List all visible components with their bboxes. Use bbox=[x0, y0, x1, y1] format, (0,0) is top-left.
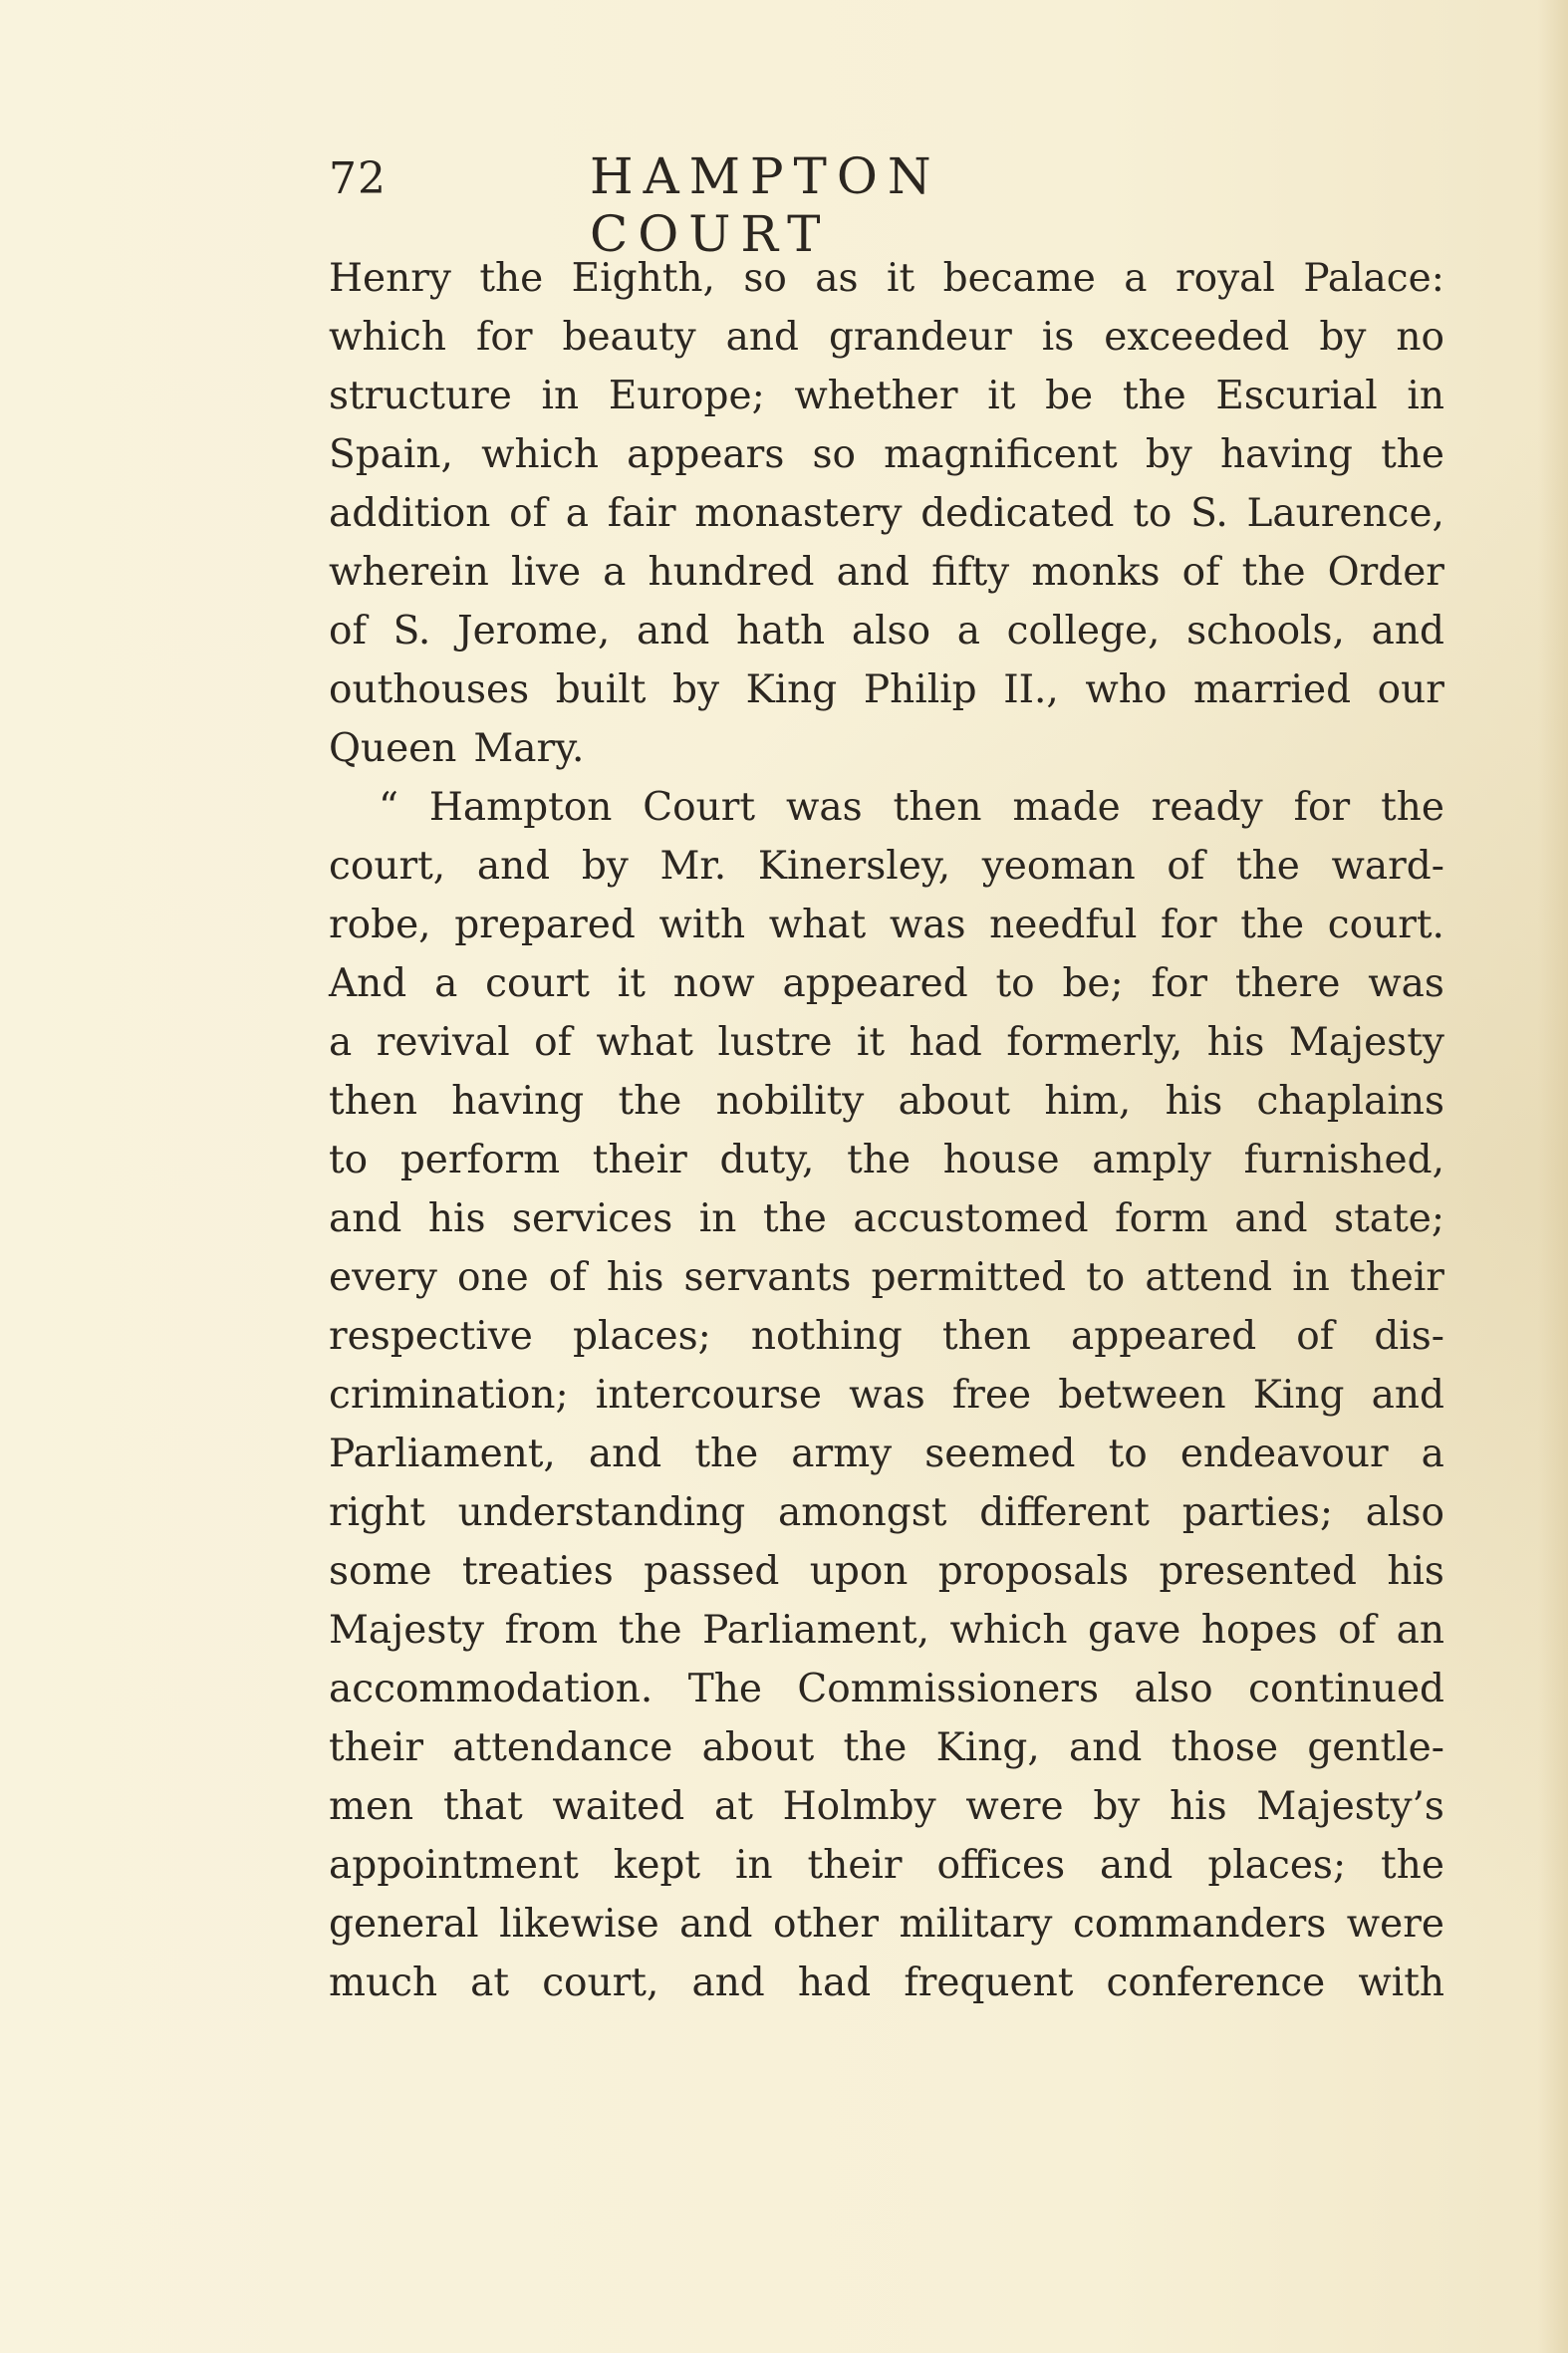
word: Court bbox=[643, 785, 756, 830]
word: magnificent bbox=[884, 432, 1118, 477]
word: needful bbox=[989, 903, 1138, 947]
word: and bbox=[679, 1902, 753, 1947]
word: dedicated bbox=[920, 491, 1115, 536]
text-line bbox=[329, 1895, 1444, 1954]
word: made bbox=[1012, 785, 1121, 830]
text-line bbox=[329, 543, 1444, 602]
word: be; bbox=[1062, 961, 1124, 1006]
running-title: HAMPTON COURT bbox=[590, 147, 941, 263]
word: hath bbox=[735, 609, 826, 654]
word: a bbox=[956, 609, 980, 654]
word: by bbox=[671, 667, 719, 712]
word: which bbox=[949, 1608, 1068, 1653]
word: built bbox=[555, 667, 647, 712]
word: formerly, bbox=[1006, 1020, 1183, 1065]
word: beauty bbox=[562, 315, 696, 360]
word: our bbox=[1377, 667, 1444, 712]
word: and bbox=[588, 1432, 662, 1476]
word: much bbox=[329, 1961, 438, 2005]
word: were bbox=[965, 1784, 1064, 1829]
word: Palace: bbox=[1303, 256, 1444, 301]
word: Eighth, bbox=[571, 256, 715, 301]
word: ward- bbox=[1331, 844, 1444, 889]
word: by bbox=[1145, 432, 1192, 477]
text-line bbox=[329, 778, 1444, 837]
word: chaplains bbox=[1256, 1079, 1444, 1124]
word: free bbox=[951, 1373, 1032, 1418]
word: intercourse bbox=[595, 1373, 822, 1418]
word: about bbox=[701, 1725, 815, 1770]
word: with bbox=[658, 903, 746, 947]
word: outhouses bbox=[329, 667, 530, 712]
word: wherein bbox=[329, 550, 489, 595]
word: Mr. bbox=[659, 844, 727, 889]
word: to bbox=[1133, 491, 1173, 536]
word: and bbox=[1371, 609, 1444, 654]
word: hopes bbox=[1200, 1608, 1318, 1653]
word: monastery bbox=[694, 491, 903, 536]
word: exceeded bbox=[1104, 315, 1290, 360]
word: then bbox=[941, 1314, 1031, 1359]
word: King, bbox=[935, 1725, 1040, 1770]
word: furnished, bbox=[1243, 1138, 1444, 1182]
word: which bbox=[329, 315, 446, 360]
word: Commissioners bbox=[797, 1667, 1099, 1711]
word: about bbox=[898, 1079, 1011, 1124]
text-line bbox=[329, 1425, 1444, 1483]
word: amongst bbox=[777, 1490, 947, 1535]
word: in bbox=[1292, 1255, 1330, 1300]
word: S. bbox=[392, 609, 431, 654]
word: was bbox=[889, 903, 966, 947]
word: the bbox=[1381, 785, 1444, 830]
word: whether bbox=[794, 374, 958, 418]
word: accommodation. bbox=[329, 1667, 653, 1711]
word: court. bbox=[1327, 903, 1444, 947]
word: of bbox=[1338, 1608, 1377, 1653]
word: appeared bbox=[1071, 1314, 1257, 1359]
word: proposals bbox=[937, 1549, 1130, 1594]
word: Jerome, bbox=[457, 609, 611, 654]
word: as bbox=[815, 256, 859, 301]
word: perform bbox=[399, 1138, 561, 1182]
body-text bbox=[329, 249, 1444, 2012]
word: Order bbox=[1327, 550, 1444, 595]
word: of bbox=[1296, 1314, 1335, 1359]
word: robe, bbox=[329, 903, 431, 947]
text-line bbox=[329, 1836, 1444, 1895]
word: at bbox=[713, 1784, 753, 1829]
word: it bbox=[887, 256, 915, 301]
word: his bbox=[1206, 1020, 1265, 1065]
word: schools, bbox=[1186, 609, 1345, 654]
text-line bbox=[329, 1189, 1444, 1248]
word: Majesty’s bbox=[1256, 1784, 1444, 1829]
word: permitted bbox=[871, 1255, 1067, 1300]
word: The bbox=[687, 1667, 762, 1711]
word: presented bbox=[1159, 1549, 1357, 1594]
word: King bbox=[745, 667, 838, 712]
word: appeared bbox=[782, 961, 968, 1006]
word: his bbox=[427, 1196, 486, 1241]
word: and bbox=[329, 1196, 402, 1241]
word: Parliament, bbox=[702, 1608, 929, 1653]
word: were bbox=[1346, 1902, 1444, 1947]
text-line bbox=[329, 1131, 1444, 1189]
text-line bbox=[329, 954, 1444, 1013]
word: the bbox=[618, 1079, 682, 1124]
word: waited bbox=[552, 1784, 685, 1829]
word: a bbox=[1421, 1432, 1444, 1476]
word: addition bbox=[329, 491, 491, 536]
word: him, bbox=[1044, 1079, 1132, 1124]
word: commanders bbox=[1072, 1902, 1327, 1947]
word: their bbox=[1349, 1255, 1444, 1300]
word: live bbox=[511, 550, 582, 595]
word: Hampton bbox=[428, 785, 613, 830]
word: continued bbox=[1248, 1667, 1444, 1711]
word: at bbox=[470, 1961, 510, 2005]
word: married bbox=[1193, 667, 1352, 712]
word: Majesty bbox=[329, 1608, 485, 1653]
word: grandeur bbox=[828, 315, 1012, 360]
word: of bbox=[329, 609, 367, 654]
text-line bbox=[329, 367, 1444, 425]
word: had bbox=[909, 1020, 982, 1065]
word: between bbox=[1058, 1373, 1226, 1418]
word: to bbox=[995, 961, 1035, 1006]
text-line bbox=[329, 1013, 1444, 1072]
word: of bbox=[534, 1020, 573, 1065]
word: prepared bbox=[454, 903, 636, 947]
word: attend bbox=[1145, 1255, 1273, 1300]
word: an bbox=[1396, 1608, 1444, 1653]
word: “ bbox=[379, 785, 398, 830]
word: the bbox=[847, 1138, 912, 1182]
word: crimination; bbox=[329, 1373, 569, 1418]
text-line bbox=[329, 1660, 1444, 1718]
word: gentle- bbox=[1307, 1725, 1444, 1770]
word: other bbox=[772, 1902, 879, 1947]
word: places; bbox=[572, 1314, 711, 1359]
word: upon bbox=[809, 1549, 909, 1594]
word: offices bbox=[936, 1843, 1066, 1888]
word: yeoman bbox=[981, 844, 1136, 889]
word: kept bbox=[613, 1843, 701, 1888]
word: and bbox=[1100, 1843, 1174, 1888]
word: with bbox=[1358, 1961, 1444, 2005]
word: in bbox=[541, 374, 580, 418]
word: also bbox=[1365, 1490, 1444, 1535]
word: was bbox=[849, 1373, 925, 1418]
word: is bbox=[1041, 315, 1075, 360]
word: Escurial bbox=[1215, 374, 1378, 418]
word: parties; bbox=[1181, 1490, 1333, 1535]
word: for bbox=[475, 315, 533, 360]
word: their bbox=[592, 1138, 687, 1182]
word: places; bbox=[1207, 1843, 1347, 1888]
text-line bbox=[329, 602, 1444, 660]
word: those bbox=[1171, 1725, 1279, 1770]
text-line bbox=[329, 1483, 1444, 1542]
word: And bbox=[329, 961, 407, 1006]
word: who bbox=[1085, 667, 1168, 712]
word: their bbox=[329, 1725, 423, 1770]
word: the bbox=[479, 256, 544, 301]
word: army bbox=[791, 1432, 893, 1476]
word: the bbox=[1241, 550, 1306, 595]
word: gave bbox=[1088, 1608, 1181, 1653]
word: then bbox=[329, 1079, 417, 1124]
word: ready bbox=[1151, 785, 1263, 830]
word: had bbox=[797, 1961, 872, 2005]
word: was bbox=[1368, 961, 1444, 1006]
word: military bbox=[899, 1902, 1053, 1947]
word: a bbox=[434, 961, 458, 1006]
word: the bbox=[694, 1432, 759, 1476]
word: endeavour bbox=[1179, 1432, 1389, 1476]
text-line bbox=[329, 308, 1444, 367]
word: became bbox=[942, 256, 1096, 301]
text-line bbox=[329, 1542, 1444, 1601]
word: respective bbox=[329, 1314, 533, 1359]
word: men bbox=[329, 1784, 414, 1829]
word: Henry bbox=[329, 256, 451, 301]
text-line bbox=[329, 249, 1444, 308]
word: from bbox=[504, 1608, 599, 1653]
text-line bbox=[329, 719, 1444, 778]
word: of bbox=[1181, 550, 1220, 595]
text-line bbox=[329, 1072, 1444, 1131]
word: conference bbox=[1106, 1961, 1326, 2005]
word: now bbox=[672, 961, 755, 1006]
word: that bbox=[442, 1784, 523, 1829]
word: dis- bbox=[1374, 1314, 1444, 1359]
word: Europe; bbox=[608, 374, 765, 418]
word: accustomed bbox=[853, 1196, 1089, 1241]
text-line bbox=[329, 837, 1444, 896]
word: the bbox=[843, 1725, 908, 1770]
word: in bbox=[1407, 374, 1444, 418]
text-line bbox=[329, 1954, 1444, 2012]
word: appears bbox=[627, 432, 785, 477]
word: passed bbox=[644, 1549, 780, 1594]
word: of bbox=[1167, 844, 1205, 889]
word: of bbox=[509, 491, 548, 536]
word: II., bbox=[1003, 667, 1059, 712]
word: Spain, bbox=[329, 432, 453, 477]
text-line bbox=[329, 1601, 1444, 1660]
word: and bbox=[476, 844, 551, 889]
word: structure bbox=[329, 374, 512, 418]
word: no bbox=[1396, 315, 1444, 360]
word: appointment bbox=[329, 1843, 579, 1888]
word: his bbox=[606, 1255, 664, 1300]
text-line bbox=[329, 484, 1444, 543]
word: their bbox=[807, 1843, 903, 1888]
word: it bbox=[987, 374, 1016, 418]
word: lustre bbox=[717, 1020, 833, 1065]
word: form bbox=[1115, 1196, 1208, 1241]
word: be bbox=[1045, 374, 1094, 418]
word: hundred bbox=[648, 550, 815, 595]
word: the bbox=[1122, 374, 1186, 418]
word: to bbox=[1108, 1432, 1148, 1476]
word: understanding bbox=[457, 1490, 746, 1535]
word: which bbox=[481, 432, 600, 477]
word: Majesty bbox=[1288, 1020, 1444, 1065]
word: it bbox=[617, 961, 646, 1006]
word: general bbox=[329, 1902, 479, 1947]
text-line bbox=[329, 1248, 1444, 1307]
word: so bbox=[743, 256, 787, 301]
word: by bbox=[1319, 315, 1367, 360]
running-header bbox=[329, 147, 1185, 263]
word: and bbox=[1234, 1196, 1308, 1241]
word: what bbox=[768, 903, 867, 947]
page-number: 72 bbox=[329, 153, 387, 204]
word: frequent bbox=[904, 1961, 1074, 2005]
word: college, bbox=[1006, 609, 1161, 654]
word: his bbox=[1165, 1079, 1223, 1124]
word: so bbox=[812, 432, 856, 477]
word: the bbox=[1381, 1843, 1444, 1888]
word: a bbox=[1124, 256, 1148, 301]
word: and bbox=[725, 315, 799, 360]
word: Holmby bbox=[782, 1784, 936, 1829]
word: in bbox=[698, 1196, 737, 1241]
word: nobility bbox=[715, 1079, 865, 1124]
word: monks bbox=[1031, 550, 1161, 595]
word: the bbox=[1240, 903, 1305, 947]
word: Philip bbox=[863, 667, 977, 712]
word: it bbox=[856, 1020, 886, 1065]
word: treaties bbox=[461, 1549, 614, 1594]
word: different bbox=[979, 1490, 1150, 1535]
word: revival bbox=[376, 1020, 510, 1065]
word: a bbox=[329, 1020, 353, 1065]
word: and bbox=[836, 550, 910, 595]
word: then bbox=[893, 785, 982, 830]
word: services bbox=[512, 1196, 673, 1241]
word: one bbox=[456, 1255, 529, 1300]
word: Laurence, bbox=[1246, 491, 1444, 536]
word: fair bbox=[607, 491, 676, 536]
word: to bbox=[1086, 1255, 1126, 1300]
word: and bbox=[1069, 1725, 1143, 1770]
word: the bbox=[1381, 432, 1444, 477]
text-line bbox=[329, 1718, 1444, 1777]
word: King bbox=[1252, 1373, 1345, 1418]
text-line bbox=[329, 660, 1444, 719]
word: his bbox=[1170, 1784, 1227, 1829]
text-line bbox=[329, 1307, 1444, 1366]
word: to bbox=[329, 1138, 369, 1182]
word: right bbox=[329, 1490, 425, 1535]
word: and bbox=[636, 609, 710, 654]
word: some bbox=[329, 1549, 432, 1594]
word: Kinersley, bbox=[757, 844, 951, 889]
word: likewise bbox=[499, 1902, 659, 1947]
word: for bbox=[1161, 903, 1217, 947]
word: court, bbox=[329, 844, 446, 889]
word: court, bbox=[542, 1961, 659, 2005]
word: Queen bbox=[329, 726, 457, 771]
word: by bbox=[581, 844, 629, 889]
word: fifty bbox=[931, 550, 1010, 595]
word: having bbox=[1219, 432, 1353, 477]
word: the bbox=[762, 1196, 827, 1241]
word: Mary. bbox=[473, 726, 585, 771]
word: his bbox=[1387, 1549, 1444, 1594]
word: for bbox=[1151, 961, 1208, 1006]
word: a bbox=[603, 550, 627, 595]
word: court bbox=[485, 961, 590, 1006]
word: also bbox=[1134, 1667, 1213, 1711]
word: duty, bbox=[719, 1138, 815, 1182]
word: servants bbox=[683, 1255, 852, 1300]
word: a bbox=[565, 491, 589, 536]
word: was bbox=[785, 785, 863, 830]
text-line bbox=[329, 1777, 1444, 1836]
word: every bbox=[329, 1255, 437, 1300]
word: the bbox=[618, 1608, 682, 1653]
word: and bbox=[691, 1961, 765, 2005]
page-edge-shadow bbox=[1538, 0, 1568, 2353]
text-line bbox=[329, 425, 1444, 484]
word: attendance bbox=[452, 1725, 673, 1770]
text-line bbox=[329, 896, 1444, 954]
word: what bbox=[596, 1020, 693, 1065]
word: of bbox=[548, 1255, 587, 1300]
word: and bbox=[1371, 1373, 1444, 1418]
word: state; bbox=[1334, 1196, 1444, 1241]
word: also bbox=[851, 609, 931, 654]
word: the bbox=[1235, 844, 1300, 889]
word: for bbox=[1293, 785, 1351, 830]
word: in bbox=[735, 1843, 773, 1888]
word: royal bbox=[1176, 256, 1275, 301]
word: S. bbox=[1190, 491, 1228, 536]
word: Parliament, bbox=[329, 1432, 556, 1476]
word: there bbox=[1234, 961, 1341, 1006]
word: nothing bbox=[750, 1314, 903, 1359]
word: by bbox=[1093, 1784, 1141, 1829]
word: seemed bbox=[924, 1432, 1076, 1476]
word: amply bbox=[1092, 1138, 1211, 1182]
word: having bbox=[451, 1079, 585, 1124]
text-line bbox=[329, 1366, 1444, 1425]
word: house bbox=[942, 1138, 1060, 1182]
